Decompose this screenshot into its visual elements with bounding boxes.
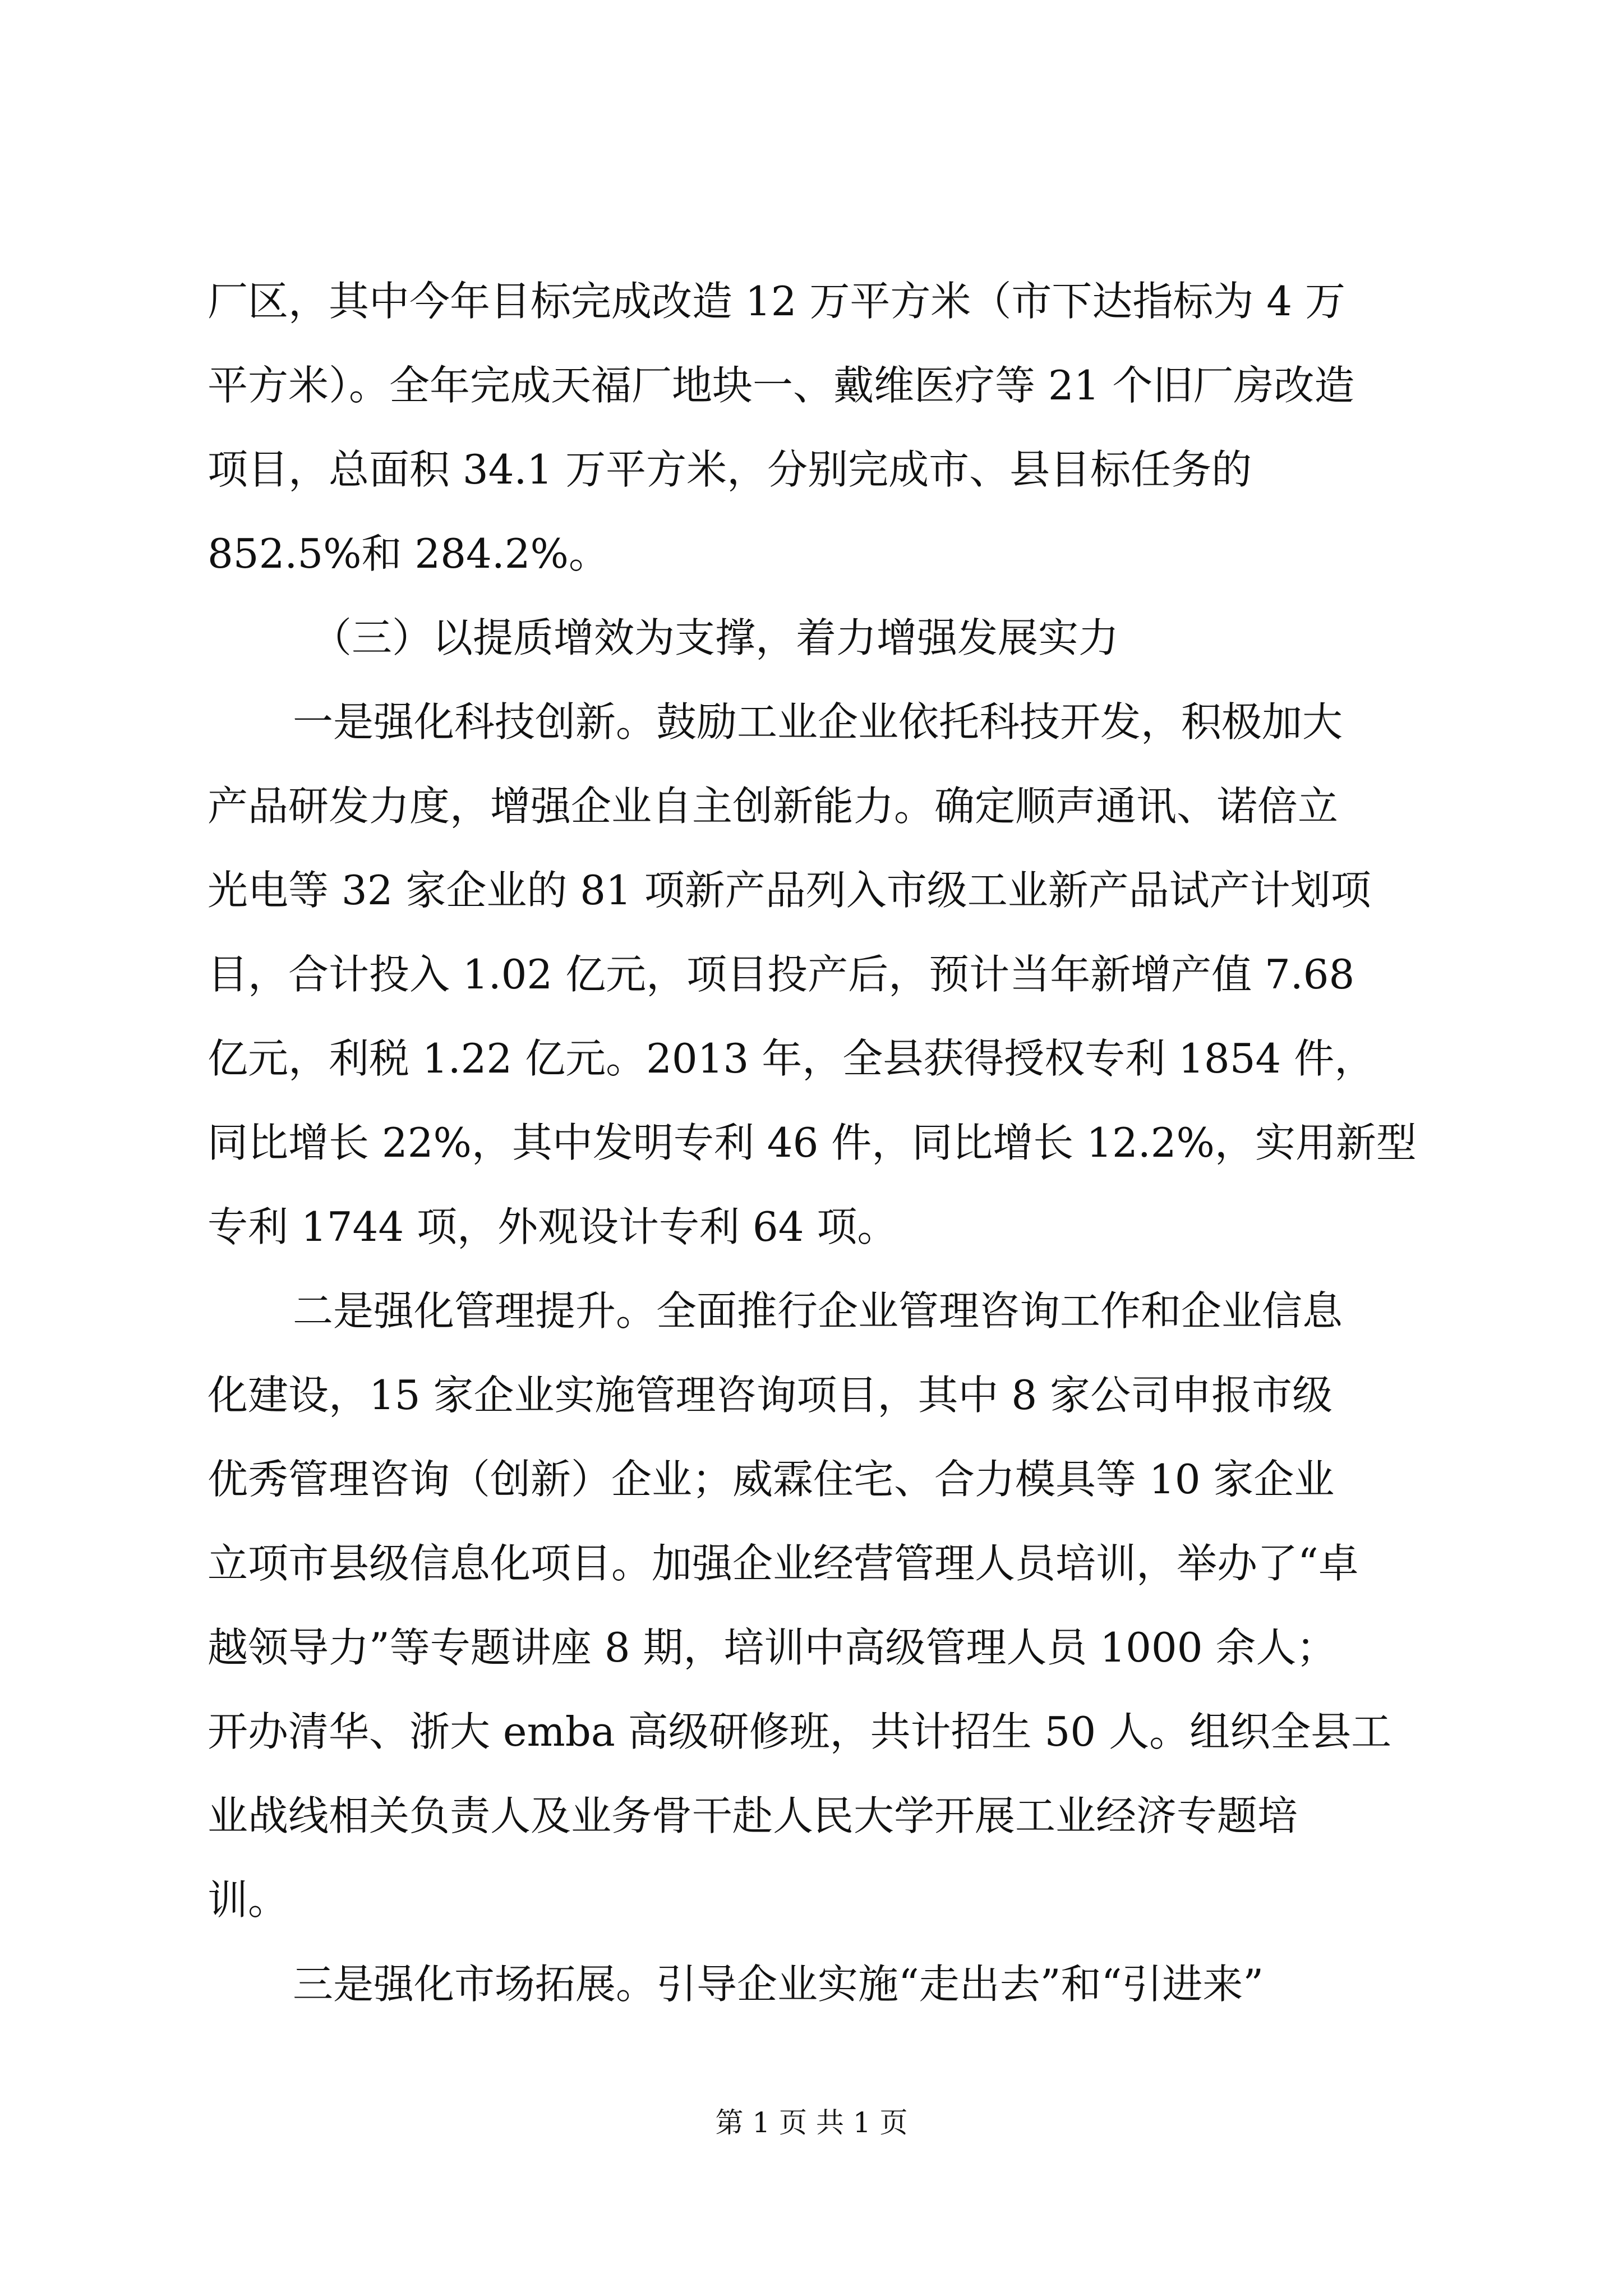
text-line: 化建设，15 家企业实施管理咨询项目，其中 8 家公司申报市级 — [208, 1372, 1333, 1419]
text-line: 专利 1744 项，外观设计专利 64 项。 — [208, 1203, 898, 1250]
page-number-label: 第 1 页 共 1 页 — [715, 2106, 908, 2139]
text-line: 优秀管理咨询（创新）企业；威霖住宅、合力模具等 10 家企业 — [208, 1456, 1335, 1503]
text-line: 同比增长 22%，其中发明专利 46 件，同比增长 12.2%，实用新型 — [208, 1119, 1417, 1166]
text-line: 开办清华、浙大 emba 高级研修班，共计招生 50 人。组织全县工 — [208, 1708, 1392, 1755]
text-line: 852.5%和 284.2%。 — [208, 530, 609, 577]
text-line: 立项市县级信息化项目。加强企业经营管理人员培训，举办了“卓 — [208, 1540, 1359, 1587]
text-line: 项目，总面积 34.1 万平方米，分别完成市、县目标任务的 — [208, 446, 1252, 493]
text-line: 二是强化管理提升。全面推行企业管理咨询工作和企业信息 — [293, 1287, 1343, 1335]
text-line: 亿元，利税 1.22 亿元。2013 年，全县获得授权专利 1854 件， — [208, 1035, 1375, 1082]
text-line: 产品研发力度，增强企业自主创新能力。确定顺声通讯、诺倍立 — [208, 783, 1339, 830]
text-line: 目，合计投入 1.02 亿元，项目投产后，预计当年新增产值 7.68 — [208, 951, 1355, 998]
text-line: 厂区，其中今年目标完成改造 12 万平方米（市下达指标为 4 万 — [208, 278, 1345, 325]
text-line: 三是强化市场拓展。引导企业实施“走出去”和“引进来” — [293, 1961, 1264, 2008]
text-line: 越领导力”等专题讲座 8 期，培训中高级管理人员 1000 余人； — [208, 1624, 1337, 1671]
page-footer — [0, 2105, 1623, 2141]
text-line: 光电等 32 家企业的 81 项新产品列入市级工业新产品试产计划项 — [208, 867, 1371, 914]
text-line: 训。 — [208, 1876, 289, 1924]
section-heading: （三）以提质增效为支撑，着力增强发展实力 — [311, 614, 1119, 661]
text-line: 一是强化科技创新。鼓励工业企业依托科技开发，积极加大 — [293, 698, 1343, 746]
text-line: 平方米）。全年完成天福厂地块一、戴维医疗等 21 个旧厂房改造 — [208, 362, 1355, 409]
text-line: 业战线相关负责人及业务骨干赴人民大学开展工业经济专题培 — [208, 1792, 1298, 1839]
